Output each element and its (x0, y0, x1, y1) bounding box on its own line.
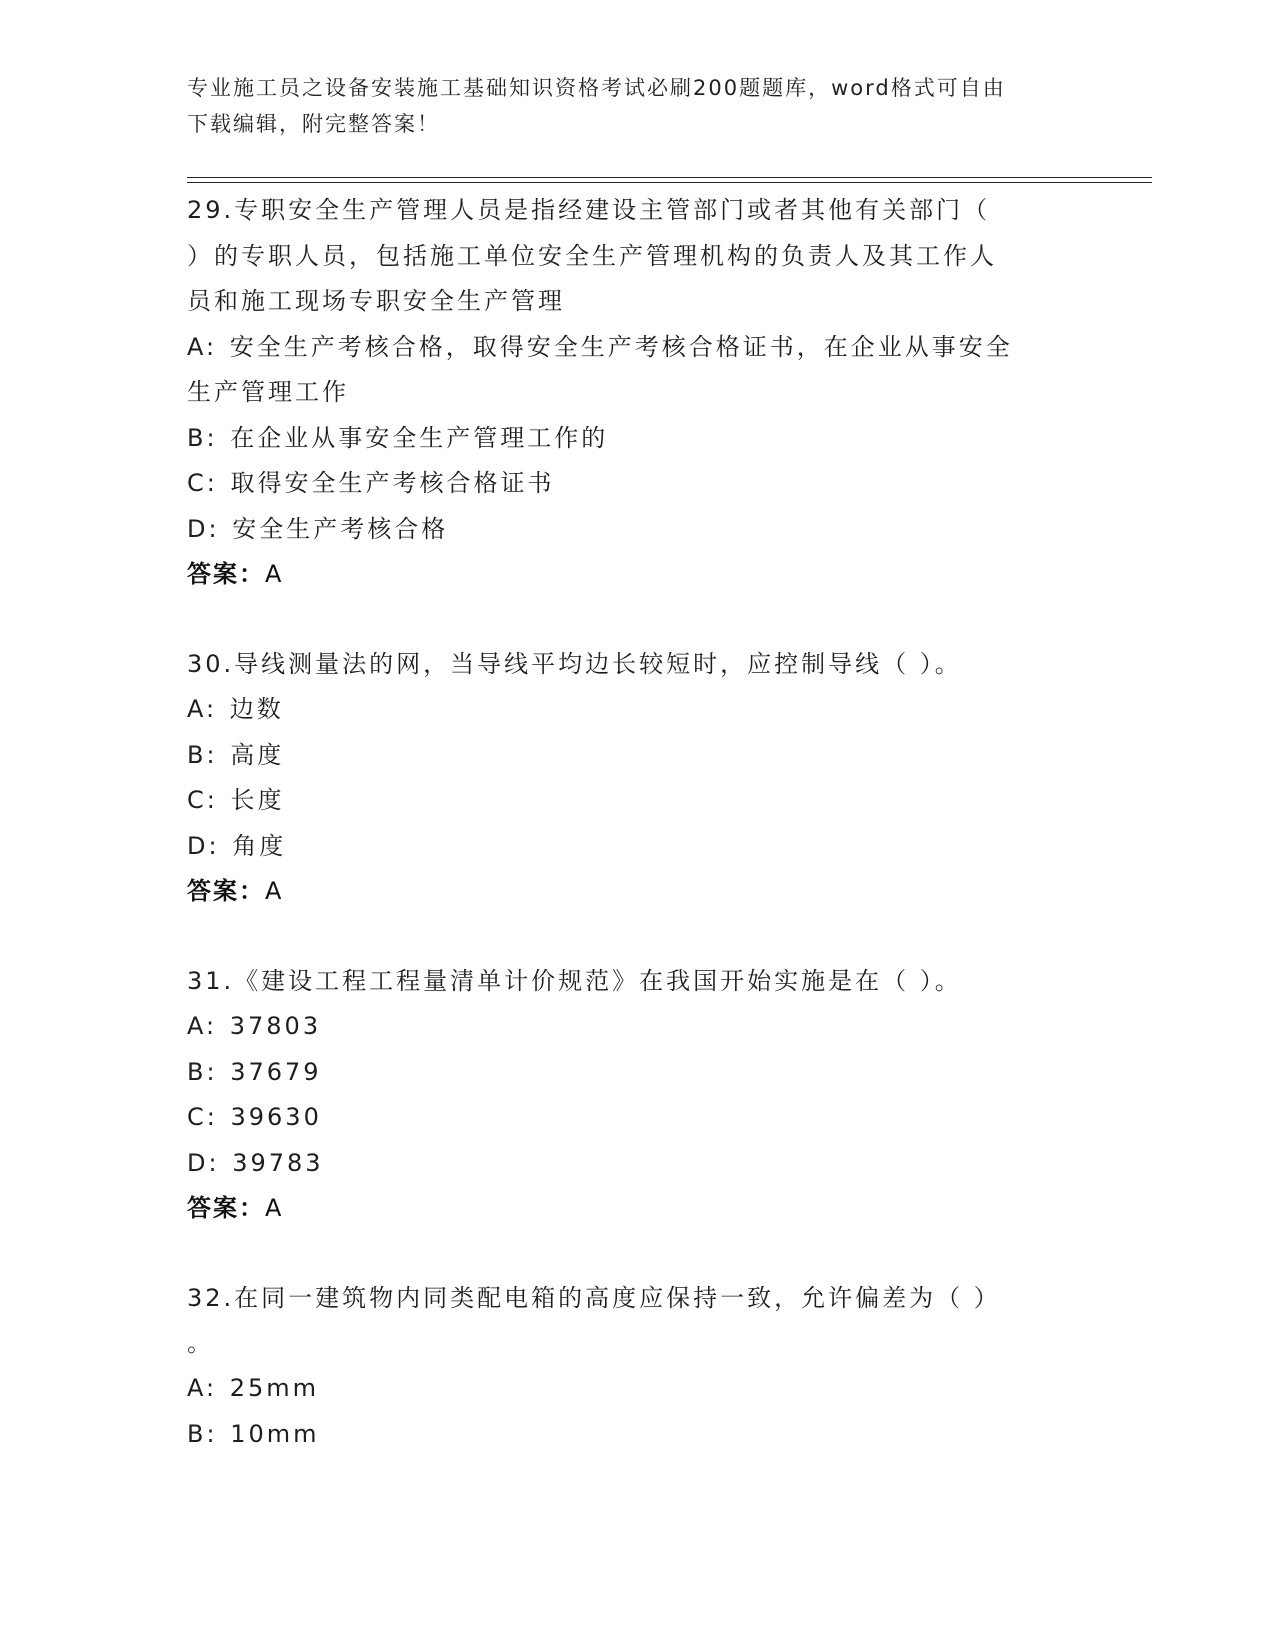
option-key: B: (187, 1057, 218, 1086)
option-text: 在企业从事安全生产管理工作的 (230, 423, 609, 452)
option-key: A: (187, 1374, 218, 1402)
option-text: 取得安全生产考核合格证书 (230, 469, 555, 497)
header-line-2: 下载编辑，附完整答案！ (187, 112, 440, 136)
option-text: 安全生产考核合格，取得安全生产考核合格证书，在企业从事安全 (229, 332, 1013, 361)
answer-line (187, 1186, 1087, 1232)
option-text: 39630 (230, 1103, 322, 1131)
option-key: A: (187, 332, 218, 361)
option-d (187, 1141, 1087, 1187)
option-key: A: (187, 695, 218, 723)
answer-line (187, 869, 1087, 915)
question-32-stem-line-1: 32.在同一建筑物内同类配电箱的高度应保持一致，允许偏差为（ ） (187, 1283, 1001, 1312)
question-29-stem-line-1: 29.专职安全生产管理人员是指经建设主管部门或者其他有关部门（ (187, 196, 991, 224)
question-31 (187, 959, 1087, 1232)
option-a (187, 687, 1087, 733)
question-29 (187, 188, 1087, 598)
option-a-continuation: 生产管理工作 (187, 378, 349, 406)
option-text: 39783 (232, 1148, 324, 1177)
option-b (187, 416, 1087, 462)
answer-label: 答案： (187, 560, 265, 588)
option-key: C: (187, 1103, 218, 1131)
question-29-stem-line-3: 员和施工现场专职安全生产管理 (187, 287, 565, 315)
option-b (187, 1050, 1087, 1096)
question-31-stem: 31.《建设工程工程量清单计价规范》在我国开始实施是在（ ）。 (187, 966, 962, 995)
answer-value: A (265, 877, 284, 905)
option-key: B: (187, 740, 218, 769)
question-32-stem-line-2: 。 (187, 1329, 214, 1357)
option-key: A: (187, 1012, 218, 1040)
option-key: D: (187, 514, 220, 543)
option-key: C: (187, 469, 218, 497)
option-d (187, 824, 1087, 870)
option-key: B: (187, 1419, 218, 1448)
option-key: D: (187, 1148, 220, 1177)
header-rule-top (187, 177, 1152, 178)
option-text: 37803 (229, 1012, 322, 1040)
option-c (187, 461, 1087, 507)
header-rule-bottom (187, 182, 1152, 183)
question-30 (187, 642, 1087, 915)
document-header (187, 70, 1087, 142)
option-text: 10mm (230, 1419, 320, 1448)
option-a (187, 325, 1087, 371)
option-text: 角度 (232, 831, 287, 860)
option-text: 边数 (229, 695, 284, 723)
option-text: 高度 (230, 740, 285, 769)
option-key: B: (187, 423, 218, 452)
option-a (187, 1004, 1087, 1050)
option-text: 长度 (230, 786, 285, 814)
option-d (187, 507, 1087, 553)
option-c (187, 778, 1087, 824)
option-b (187, 1412, 1087, 1458)
question-32 (187, 1276, 1087, 1458)
option-text: 37679 (230, 1057, 322, 1086)
answer-label: 答案： (187, 1194, 265, 1222)
question-30-stem: 30.导线测量法的网，当导线平均边长较短时，应控制导线（ ）。 (187, 649, 962, 678)
question-29-stem-line-2: ）的专职人员，包括施工单位安全生产管理机构的负责人及其工作人 (187, 241, 997, 270)
answer-value: A (265, 560, 284, 588)
option-text: 25mm (229, 1374, 320, 1402)
option-c (187, 1095, 1087, 1141)
option-key: D: (187, 831, 220, 860)
answer-value: A (265, 1194, 284, 1222)
option-b (187, 733, 1087, 779)
question-list (187, 188, 1087, 1501)
answer-line (187, 552, 1087, 598)
header-line-1: 专业施工员之设备安装施工基础知识资格考试必刷200题题库，word格式可自由 (187, 76, 1006, 100)
option-text: 安全生产考核合格 (232, 514, 449, 543)
option-a (187, 1366, 1087, 1412)
option-key: C: (187, 786, 218, 814)
answer-label: 答案： (187, 877, 265, 905)
